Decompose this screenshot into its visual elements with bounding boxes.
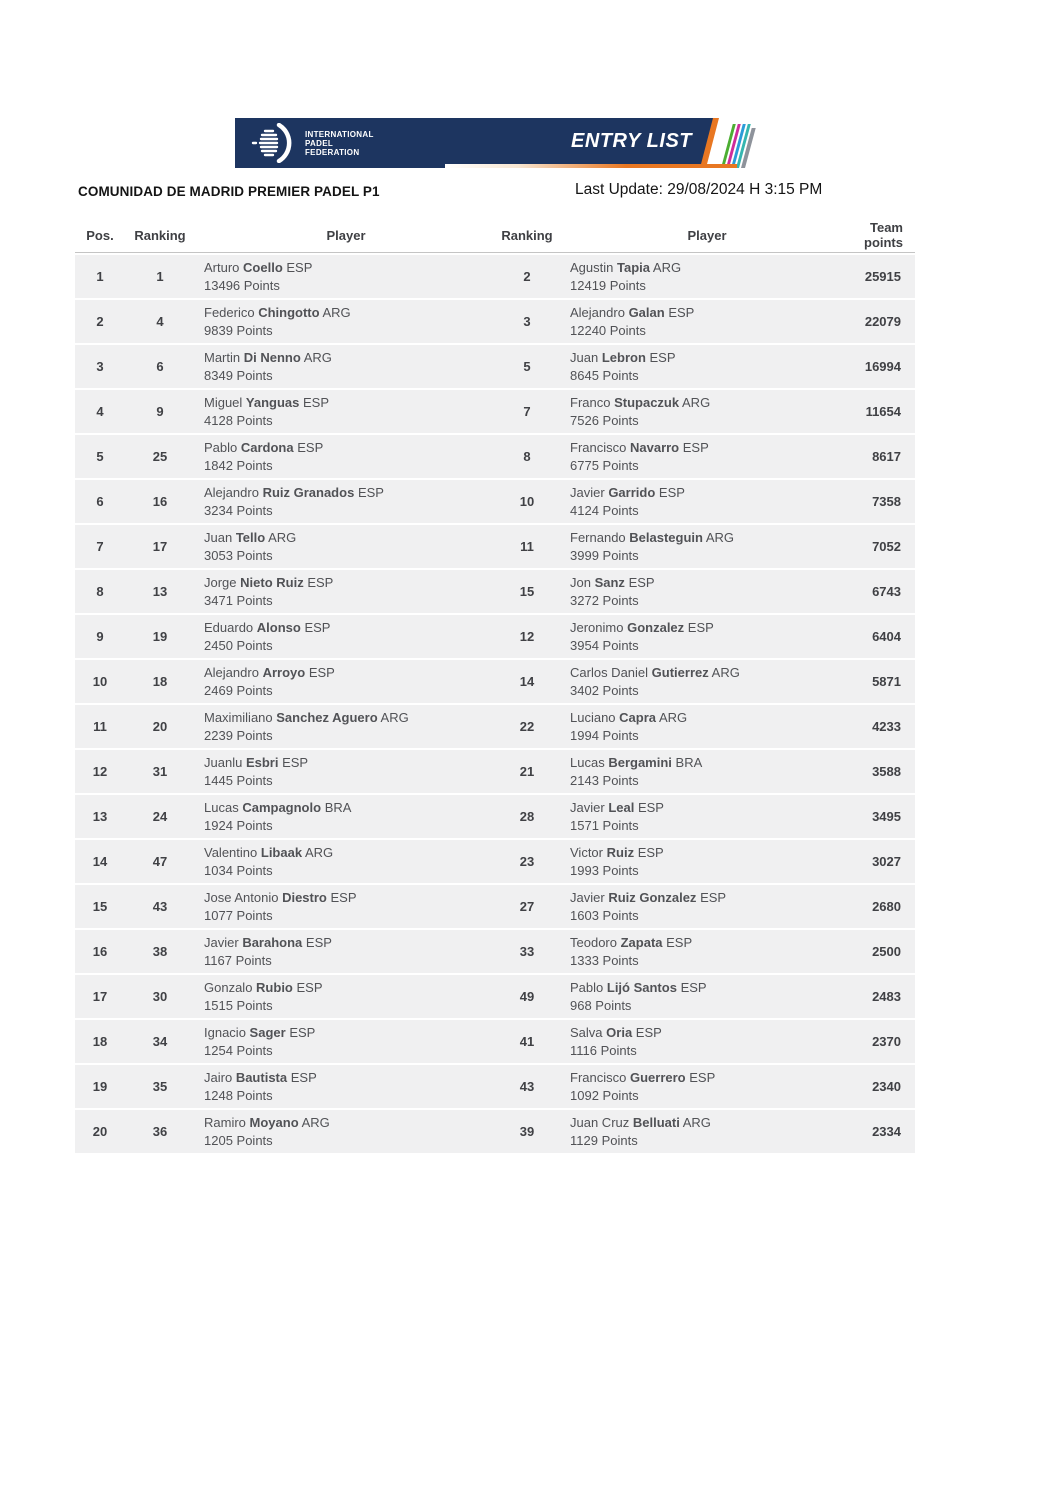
table-row (75, 795, 915, 838)
position-value: 10 (92, 674, 108, 689)
player-2-name: Victor Ruiz ESP (570, 845, 664, 860)
table-row (75, 1065, 915, 1108)
player-1-cell (195, 930, 497, 973)
ranking-2-value: 43 (519, 1079, 535, 1094)
player-1-name: Pablo Cardona ESP (204, 440, 324, 455)
player-1-cell (195, 435, 497, 478)
team-points-value: 11654 (865, 404, 901, 419)
player-1-points: 1842 Points (204, 458, 273, 473)
player-2-cell (557, 570, 857, 613)
table-header-row (75, 218, 915, 253)
table-row (75, 525, 915, 568)
ranking-2-value: 23 (519, 854, 535, 869)
ranking-2-value: 33 (519, 944, 535, 959)
player-2-name: Juan Cruz Belluati ARG (570, 1115, 711, 1130)
player-2-name: Lucas Bergamini BRA (570, 755, 703, 770)
player-1-cell (195, 345, 497, 388)
player-2-points: 968 Points (570, 998, 632, 1013)
position-value: 16 (92, 944, 108, 959)
ranking-1-value: 18 (152, 674, 168, 689)
player-2-points: 1129 Points (570, 1133, 638, 1148)
position-value: 6 (96, 494, 104, 509)
team-points-value: 6404 (872, 629, 901, 644)
player-2-points: 6775 Points (570, 458, 639, 473)
ranking-2-value: 14 (519, 674, 535, 689)
player-1-points: 8349 Points (204, 368, 273, 383)
position-value: 15 (92, 899, 108, 914)
header-team-line2: points (864, 235, 903, 250)
player-1-name: Ignacio Sager ESP (204, 1025, 316, 1040)
player-1-cell (195, 750, 497, 793)
player-2-cell (557, 750, 857, 793)
entry-table (75, 218, 915, 1153)
ranking-1-value: 17 (152, 539, 168, 554)
position-value: 13 (92, 809, 108, 824)
event-title: COMUNIDAD DE MADRID PREMIER PADEL P1 (78, 184, 380, 199)
entry-list-label: ENTRY LIST (571, 130, 692, 152)
team-points-value: 3027 (872, 854, 901, 869)
player-1-points: 1167 Points (204, 953, 272, 968)
position-value: 1 (96, 269, 104, 284)
ranking-2-value: 12 (519, 629, 535, 644)
player-2-name: Carlos Daniel Gutierrez ARG (570, 665, 740, 680)
player-2-points: 1333 Points (570, 953, 639, 968)
ranking-1-value: 4 (156, 314, 164, 329)
ranking-2-value: 27 (519, 899, 535, 914)
player-2-name: Agustin Tapia ARG (570, 260, 682, 275)
player-1-name: Javier Barahona ESP (204, 935, 332, 950)
player-1-name: Juanlu Esbri ESP (204, 755, 309, 770)
player-1-name: Eduardo Alonso ESP (204, 620, 331, 635)
player-2-name: Franco Stupaczuk ARG (570, 395, 711, 410)
ranking-1-value: 16 (152, 494, 168, 509)
table-row (75, 660, 915, 703)
ranking-1-value: 1 (156, 269, 164, 284)
player-2-points: 1993 Points (570, 863, 639, 878)
ranking-1-value: 9 (156, 404, 164, 419)
ranking-1-value: 47 (152, 854, 168, 869)
team-points-value: 5871 (872, 674, 901, 689)
team-points-value: 3495 (872, 809, 901, 824)
player-1-cell (195, 795, 497, 838)
position-value: 11 (93, 719, 107, 734)
player-1-name: Alejandro Ruiz Granados ESP (204, 485, 384, 500)
table-row (75, 705, 915, 748)
player-2-points: 1603 Points (570, 908, 639, 923)
player-1-points: 1515 Points (204, 998, 273, 1013)
player-1-cell (195, 480, 497, 523)
team-points-value: 2340 (872, 1079, 901, 1094)
player-2-cell (557, 525, 857, 568)
team-points-value: 7052 (872, 539, 901, 554)
ranking-1-value: 34 (152, 1034, 168, 1049)
position-value: 7 (96, 539, 104, 554)
ranking-2-value: 49 (519, 989, 535, 1004)
position-value: 17 (92, 989, 108, 1004)
player-1-points: 3471 Points (204, 593, 273, 608)
player-2-cell (557, 975, 857, 1018)
logo-line-1: INTERNATIONAL (305, 129, 374, 139)
table-row (75, 840, 915, 883)
team-points-value: 22079 (864, 314, 901, 329)
ranking-2-value: 28 (519, 809, 535, 824)
player-1-points: 2450 Points (204, 638, 273, 653)
player-1-cell (195, 615, 497, 658)
player-2-name: Francisco Guerrero ESP (570, 1070, 716, 1085)
position-value: 20 (92, 1124, 108, 1139)
ranking-1-value: 36 (152, 1124, 168, 1139)
player-2-points: 3954 Points (570, 638, 639, 653)
logo-line-2: PADEL (305, 138, 334, 148)
player-2-cell (557, 1020, 857, 1063)
team-points-value: 2680 (872, 899, 901, 914)
player-2-points: 1116 Points (570, 1043, 637, 1058)
ranking-2-value: 10 (519, 494, 535, 509)
player-1-name: Miguel Yanguas ESP (204, 395, 330, 410)
table-row (75, 930, 915, 973)
header-player-2: Player (687, 227, 727, 243)
ranking-1-value: 38 (152, 944, 168, 959)
ranking-1-value: 30 (152, 989, 168, 1004)
position-value: 12 (92, 764, 108, 779)
player-2-cell (557, 255, 857, 298)
ranking-1-value: 20 (152, 719, 168, 734)
player-2-cell (557, 660, 857, 703)
ranking-1-value: 35 (152, 1079, 168, 1094)
player-2-cell (557, 795, 857, 838)
table-row (75, 750, 915, 793)
player-1-points: 1445 Points (204, 773, 273, 788)
table-row (75, 345, 915, 388)
team-points-value: 8617 (872, 449, 901, 464)
team-points-value: 7358 (872, 494, 901, 509)
ranking-1-value: 13 (152, 584, 168, 599)
table-row (75, 435, 915, 478)
table-row (75, 885, 915, 928)
player-1-name: Maximiliano Sanchez Aguero ARG (204, 710, 409, 725)
position-value: 19 (92, 1079, 108, 1094)
table-row (75, 1020, 915, 1063)
player-1-name: Federico Chingotto ARG (204, 305, 351, 320)
table-row (75, 390, 915, 433)
player-1-points: 3234 Points (204, 503, 273, 518)
header-pos: Pos. (86, 227, 114, 243)
position-value: 3 (96, 359, 104, 374)
player-2-name: Salva Oria ESP (570, 1025, 662, 1040)
player-1-cell (195, 300, 497, 343)
ranking-1-value: 6 (156, 359, 164, 374)
entry-table-body (75, 255, 915, 1153)
position-value: 14 (92, 854, 108, 869)
player-1-cell (195, 660, 497, 703)
position-value: 18 (92, 1034, 108, 1049)
player-2-points: 3402 Points (570, 683, 639, 698)
ranking-2-value: 11 (520, 539, 534, 554)
player-1-name: Juan Tello ARG (204, 530, 297, 545)
player-2-name: Francisco Navarro ESP (570, 440, 709, 455)
table-row (75, 300, 915, 343)
player-1-points: 2469 Points (204, 683, 273, 698)
player-1-points: 13496 Points (204, 278, 280, 293)
player-1-name: Jorge Nieto Ruiz ESP (204, 575, 334, 590)
player-2-name: Javier Ruiz Gonzalez ESP (570, 890, 727, 905)
player-2-points: 3272 Points (570, 593, 639, 608)
team-points-value: 16994 (864, 359, 901, 374)
ranking-2-value: 7 (523, 404, 531, 419)
ipf-logo (251, 123, 374, 163)
player-1-cell (195, 840, 497, 883)
ranking-2-value: 21 (519, 764, 535, 779)
player-1-name: Martin Di Nenno ARG (204, 350, 332, 365)
player-2-points: 1571 Points (570, 818, 639, 833)
player-2-cell (557, 930, 857, 973)
player-1-points: 1254 Points (204, 1043, 273, 1058)
player-2-points: 12419 Points (570, 278, 646, 293)
table-row (75, 570, 915, 613)
team-points-value: 4233 (872, 719, 901, 734)
team-points-value: 25915 (864, 269, 901, 284)
player-2-points: 12240 Points (570, 323, 646, 338)
ranking-1-value: 25 (152, 449, 168, 464)
player-1-points: 1248 Points (204, 1088, 273, 1103)
player-1-cell (195, 885, 497, 928)
player-2-points: 1994 Points (570, 728, 639, 743)
player-1-cell (195, 255, 497, 298)
ranking-2-value: 3 (523, 314, 531, 329)
player-1-cell (195, 1065, 497, 1108)
player-2-name: Fernando Belasteguin ARG (570, 530, 735, 545)
player-1-points: 1924 Points (204, 818, 273, 833)
padel-ball-icon (251, 123, 299, 163)
player-2-cell (557, 615, 857, 658)
ranking-2-value: 15 (519, 584, 535, 599)
team-points-value: 3588 (872, 764, 901, 779)
player-1-points: 4128 Points (204, 413, 273, 428)
player-2-points: 7526 Points (570, 413, 639, 428)
ranking-2-value: 5 (523, 359, 531, 374)
team-points-value: 2334 (872, 1124, 901, 1139)
team-points-value: 2483 (872, 989, 901, 1004)
player-2-cell (557, 480, 857, 523)
position-value: 4 (96, 404, 104, 419)
last-update-text: Last Update: 29/08/2024 H 3:15 PM (575, 181, 823, 198)
header-banner (235, 118, 737, 168)
position-value: 5 (96, 449, 104, 464)
table-row (75, 975, 915, 1018)
player-2-cell (557, 345, 857, 388)
banner-orange-underline (445, 164, 737, 168)
player-1-points: 3053 Points (204, 548, 273, 563)
player-1-name: Valentino Libaak ARG (204, 845, 334, 860)
team-points-value: 2370 (872, 1034, 901, 1049)
player-1-cell (195, 975, 497, 1018)
team-points-value: 2500 (872, 944, 901, 959)
player-2-name: Alejandro Galan ESP (570, 305, 695, 320)
player-1-points: 1205 Points (204, 1133, 273, 1148)
position-value: 2 (96, 314, 104, 329)
player-1-cell (195, 570, 497, 613)
player-1-name: Alejandro Arroyo ESP (204, 665, 335, 680)
player-2-cell (557, 300, 857, 343)
table-row (75, 480, 915, 523)
player-1-name: Ramiro Moyano ARG (204, 1115, 330, 1130)
player-2-name: Jon Sanz ESP (570, 575, 655, 590)
player-1-cell (195, 1020, 497, 1063)
player-1-points: 9839 Points (204, 323, 273, 338)
player-2-name: Juan Lebron ESP (570, 350, 676, 365)
player-1-name: Gonzalo Rubio ESP (204, 980, 323, 995)
ranking-1-value: 19 (152, 629, 168, 644)
player-2-cell (557, 885, 857, 928)
ranking-2-value: 22 (519, 719, 535, 734)
header-team-line1: Team (870, 220, 903, 235)
player-2-cell (557, 840, 857, 883)
player-1-name: Jose Antonio Diestro ESP (204, 890, 357, 905)
player-1-name: Jairo Bautista ESP (204, 1070, 317, 1085)
logo-line-3: FEDERATION (305, 147, 360, 157)
player-2-name: Javier Garrido ESP (570, 485, 685, 500)
player-1-cell (195, 1110, 497, 1153)
ipf-logo-text (305, 130, 374, 157)
ranking-1-value: 43 (152, 899, 168, 914)
table-row (75, 615, 915, 658)
player-2-points: 2143 Points (570, 773, 639, 788)
player-2-points: 8645 Points (570, 368, 639, 383)
header-ranking-2: Ranking (501, 227, 553, 243)
player-1-name: Lucas Campagnolo BRA (204, 800, 352, 815)
player-1-points: 1077 Points (204, 908, 273, 923)
player-1-points: 1034 Points (204, 863, 273, 878)
player-2-name: Jeronimo Gonzalez ESP (570, 620, 714, 635)
position-value: 8 (96, 584, 104, 599)
ranking-1-value: 24 (152, 809, 168, 824)
player-2-points: 1092 Points (570, 1088, 639, 1103)
player-2-points: 4124 Points (570, 503, 639, 518)
header-team-points (857, 218, 915, 252)
table-row (75, 255, 915, 298)
header-ranking-1: Ranking (134, 227, 186, 243)
player-1-cell (195, 525, 497, 568)
player-2-cell (557, 1065, 857, 1108)
header-player-1: Player (326, 227, 366, 243)
ranking-2-value: 41 (519, 1034, 535, 1049)
player-2-name: Luciano Capra ARG (570, 710, 688, 725)
ranking-1-value: 31 (152, 764, 168, 779)
player-2-cell (557, 390, 857, 433)
player-1-cell (195, 390, 497, 433)
player-2-name: Pablo Lijó Santos ESP (570, 980, 707, 995)
ranking-2-value: 8 (523, 449, 531, 464)
ranking-2-value: 39 (519, 1124, 535, 1139)
team-points-value: 6743 (872, 584, 901, 599)
player-2-points: 3999 Points (570, 548, 639, 563)
position-value: 9 (96, 629, 104, 644)
player-1-cell (195, 705, 497, 748)
player-1-name: Arturo Coello ESP (204, 260, 313, 275)
player-2-name: Teodoro Zapata ESP (570, 935, 693, 950)
player-2-name: Javier Leal ESP (570, 800, 664, 815)
player-2-cell (557, 435, 857, 478)
player-2-cell (557, 1110, 857, 1153)
player-1-points: 2239 Points (204, 728, 273, 743)
ranking-2-value: 2 (523, 269, 531, 284)
player-2-cell (557, 705, 857, 748)
table-row (75, 1110, 915, 1153)
